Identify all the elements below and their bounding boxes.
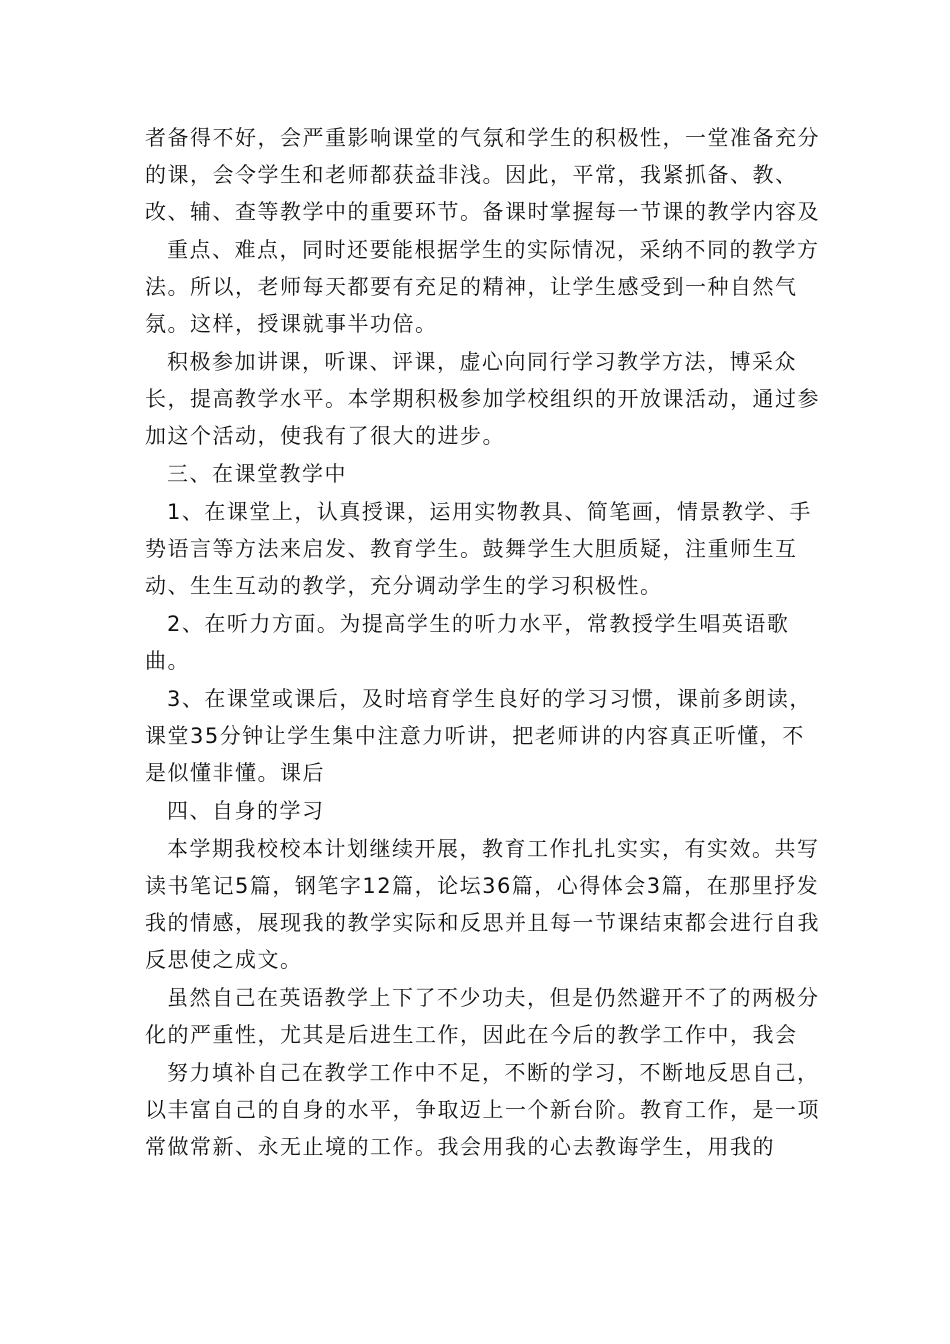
document-body xyxy=(145,120,825,1167)
paragraph-2: 重点、难点，同时还要能根据学生的实际情况，采纳不同的教学方法。所以，老师每天都要有充足的精神，让学生感受到一种自然气氛。这样，授课就事半功倍。 xyxy=(145,238,820,336)
paragraph-1: 者备得不好，会严重影响课堂的气氛和学生的积极性，一堂准备充分的课，会令学生和老师都获益非浅。因此，平常，我紧抓备、教、改、辅、查等教学中的重要环节。备课时掌握每一节课的教学内容及 xyxy=(145,126,820,224)
list-item-2: 2、在听力方面。为提高学生的听力水平，常教授学生唱英语歌曲。 xyxy=(145,612,790,673)
paragraph-5: 虽然自己在英语教学上下了不少功夫，但是仍然避开不了的两极分化的严重性，尤其是后进生工作，因此在今后的教学工作中，我会 xyxy=(145,986,820,1047)
section-heading-3: 三、在课堂教学中 xyxy=(167,462,347,486)
list-item-3: 3、在课堂或课后，及时培育学生良好的学习习惯，课前多朗读，课堂35分钟让学生集中注意力听讲，把老师讲的内容真正听懂，不是似懂非懂。课后 xyxy=(145,687,812,785)
list-item-1: 1、在课堂上，认真授课，运用实物教具、简笔画，情景教学、手势语言等方法来启发、教育学生。鼓舞学生大胆质疑，注重师生互动、生生互动的教学，充分调动学生的学习积极性。 xyxy=(145,500,812,598)
paragraph-6: 努力填补自己在教学工作中不足，不断的学习，不断地反思自己，以丰富自己的自身的水平，争取迈上一个新台阶。教育工作，是一项常做常新、永无止境的工作。我会用我的心去教诲学生，用我的 xyxy=(145,1061,820,1159)
paragraph-4: 本学期我校校本计划继续开展，教育工作扎扎实实，有实效。共写读书笔记5篇，钢笔字12篇，论坛36篇，心得体会3篇，在那里抒发我的情感，展现我的教学实际和反思并且每一节课结束都会进行自我反思使之成文。 xyxy=(145,837,820,972)
paragraph-3: 积极参加讲课，听课、评课，虚心向同行学习教学方法，博采众长，提高教学水平。本学期积极参加学校组织的开放课活动，通过参加这个活动，使我有了很大的进步。 xyxy=(145,350,820,448)
section-heading-4: 四、自身的学习 xyxy=(167,799,325,823)
